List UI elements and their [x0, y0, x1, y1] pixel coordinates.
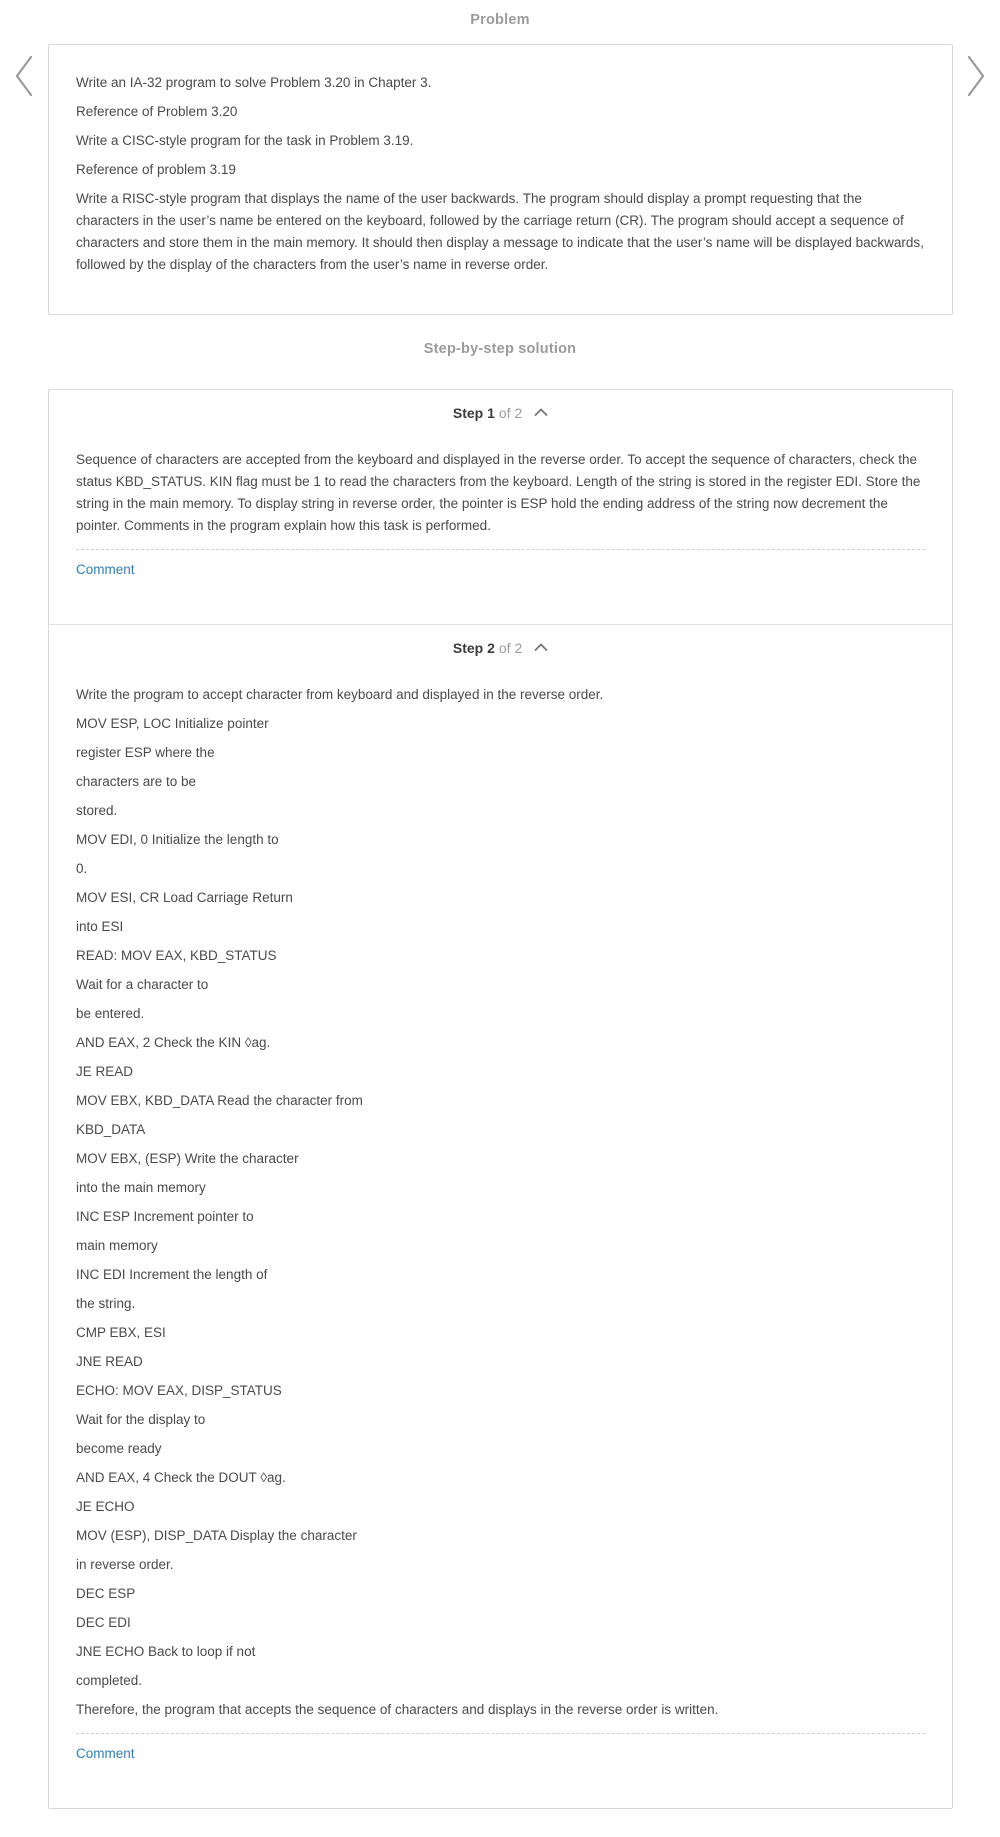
dashed-divider	[76, 549, 925, 550]
step-2-paragraph: JE ECHO	[76, 1499, 135, 1514]
step-2-paragraph: MOV EBX, (ESP) Write the character	[76, 1151, 299, 1166]
step-2-paragraph: main memory	[76, 1238, 158, 1253]
step-2-paragraph: Write the program to accept character from keyboard and displayed in the reverse order.	[76, 687, 604, 702]
chevron-left-icon	[12, 86, 36, 101]
step-1-header	[49, 390, 952, 421]
step-2-paragraph: INC EDI Increment the length of	[76, 1267, 268, 1282]
step-2-paragraph: into the main memory	[76, 1180, 206, 1195]
step-2-paragraph: the string.	[76, 1296, 136, 1311]
step-2-paragraph: register ESP where the	[76, 745, 215, 760]
step-2-paragraph: ECHO: MOV EAX, DISP_STATUS	[76, 1383, 282, 1398]
chevron-up-icon	[534, 404, 548, 420]
step-2-paragraph: MOV ESP, LOC Initialize pointer	[76, 716, 269, 731]
chevron-right-icon	[964, 86, 988, 101]
step-2-paragraph: CMP EBX, ESI	[76, 1325, 166, 1340]
step-2-paragraph: stored.	[76, 803, 118, 818]
step-2-paragraph: MOV (ESP), DISP_DATA Display the character	[76, 1528, 357, 1543]
step-2-paragraph: MOV EDI, 0 Initialize the length to	[76, 832, 279, 847]
problem-paragraph: Reference of problem 3.19	[76, 162, 236, 177]
step-1-comment-link[interactable]: Comment	[76, 562, 135, 577]
chevron-up-icon	[534, 639, 548, 655]
step-2-paragraph: Wait for a character to	[76, 977, 209, 992]
step-2-paragraph: INC ESP Increment pointer to	[76, 1209, 254, 1224]
step-2-paragraph: Therefore, the program that accepts the sequence of characters and displays in the reverse order is written.	[76, 1702, 719, 1717]
step-2-count: of 2	[498, 640, 523, 656]
prev-problem-button[interactable]	[8, 50, 40, 102]
step-2-paragraph: DEC EDI	[76, 1615, 131, 1630]
step-2-paragraph: 0.	[76, 861, 88, 876]
step-2-body	[49, 656, 952, 1721]
step-2-paragraph: AND EAX, 4 Check the DOUT ◊ag.	[76, 1470, 286, 1485]
solution-heading: Step-by-step solution	[423, 341, 577, 357]
problem-paragraph: Write a RISC-style program that displays the name of the user backwards. The program should display a prompt requesting that the characters in the user’s name be entered on the keyboard, followed by the carriage return (CR). The program should accept a sequence of characters and store them in the main memory. It should then display a message to indicate that the user’s name will be displayed backwards, followed by the display of the characters from the user’s name in reverse order.	[76, 191, 924, 272]
step-2-paragraph: characters are to be	[76, 774, 197, 789]
step-2-paragraph: MOV ESI, CR Load Carriage Return	[76, 890, 293, 905]
next-problem-button[interactable]	[960, 50, 992, 102]
step-2-paragraph: become ready	[76, 1441, 162, 1456]
problem-paragraph: Reference of Problem 3.20	[76, 104, 238, 119]
step-2-paragraph: into ESI	[76, 919, 124, 934]
step-2-paragraph: READ: MOV EAX, KBD_STATUS	[76, 948, 277, 963]
step-2-paragraph: in reverse order.	[76, 1557, 174, 1572]
problem-heading: Problem	[470, 12, 530, 28]
step-2-section	[49, 624, 952, 1808]
problem-card	[48, 44, 953, 315]
step-2-paragraph: JNE READ	[76, 1354, 143, 1369]
step-2-paragraph: be entered.	[76, 1006, 145, 1021]
step-2-header	[49, 625, 952, 656]
step-2-paragraph: completed.	[76, 1673, 143, 1688]
step-1-count: of 2	[498, 405, 523, 421]
problem-paragraph: Write an IA-32 program to solve Problem 3.20 in Chapter 3.	[76, 75, 432, 90]
step-2-paragraph: AND EAX, 2 Check the KIN ◊ag.	[76, 1035, 271, 1050]
step-2-paragraph: Wait for the display to	[76, 1412, 206, 1427]
step-1-body	[49, 421, 952, 537]
step-2-paragraph: JE READ	[76, 1064, 134, 1079]
step-2-label: Step 2	[452, 640, 495, 656]
step-2-paragraph: DEC ESP	[76, 1586, 136, 1601]
problem-paragraph: Write a CISC-style program for the task in Problem 3.19.	[76, 133, 414, 148]
step-1-collapse-toggle[interactable]	[534, 408, 548, 417]
step-1-label: Step 1	[452, 405, 495, 421]
step-2-comment-link[interactable]: Comment	[76, 1746, 135, 1761]
dashed-divider	[76, 1733, 925, 1734]
step-2-collapse-toggle[interactable]	[534, 643, 548, 652]
solution-card	[48, 389, 953, 1809]
step-1-paragraph: Sequence of characters are accepted from the keyboard and displayed in the reverse order. To accept the sequence of characters, check the status KBD_STATUS. KIN flag must be 1 to read the characters from the keyboard. Length of the string is stored in the register EDI. Store the string in the main memory. To display string in reverse order, the pointer is ESP hold the ending address of the string now decrement the pointer. Comments in the program explain how this task is performed.	[76, 452, 921, 533]
step-1-section	[49, 390, 952, 624]
step-2-paragraph: MOV EBX, KBD_DATA Read the character from	[76, 1093, 363, 1108]
step-2-paragraph: KBD_DATA	[76, 1122, 146, 1137]
step-2-paragraph: JNE ECHO Back to loop if not	[76, 1644, 256, 1659]
